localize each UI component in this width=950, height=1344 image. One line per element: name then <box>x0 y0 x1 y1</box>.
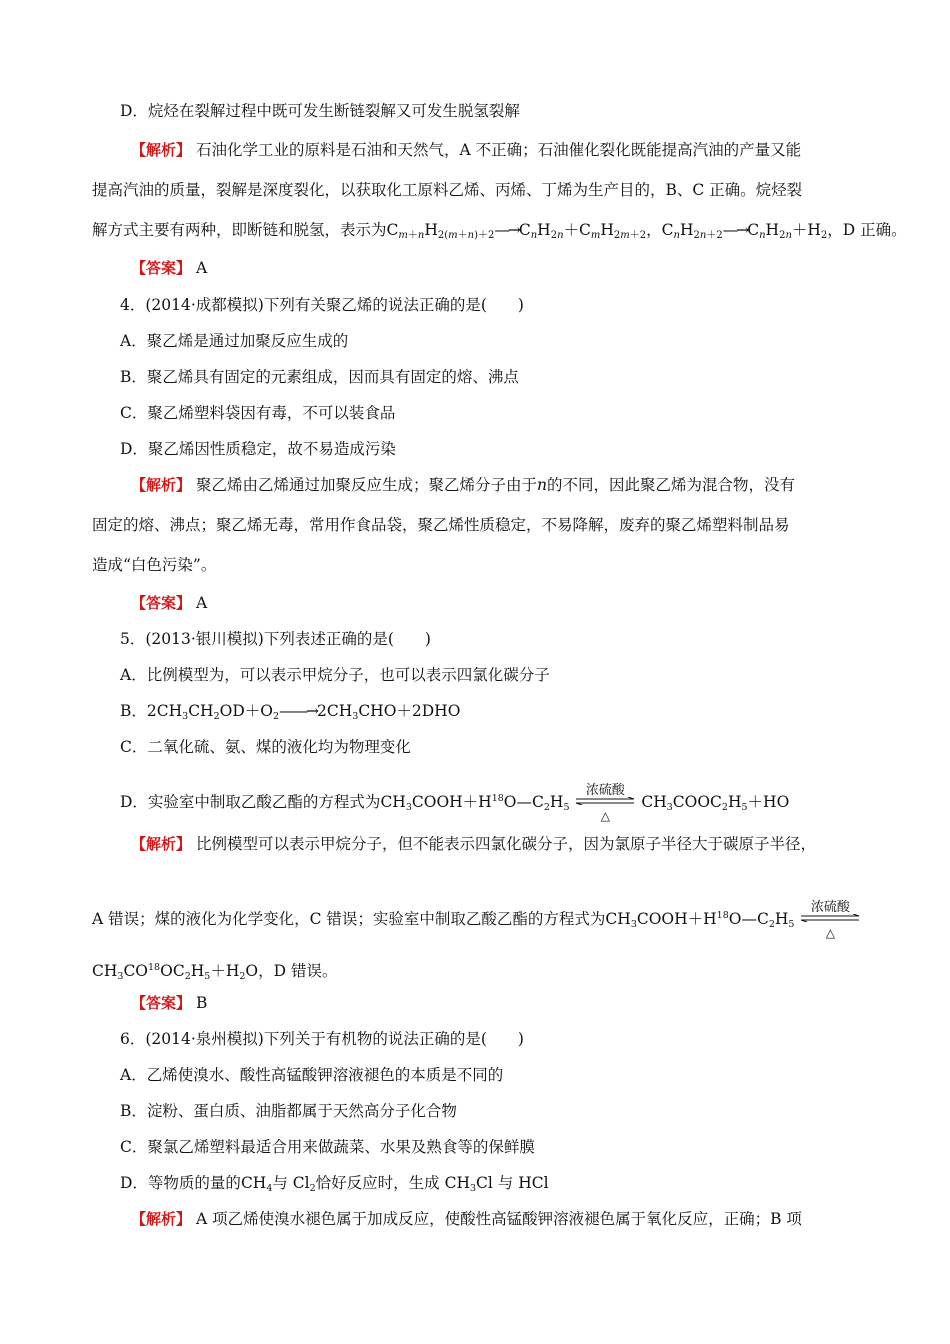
q3-answer-value: A <box>195 259 208 277</box>
q4-answer-tag: 【答案】 <box>131 594 192 612</box>
q5-analysis-text1: 比例模型可以表示甲烷分子，但不能表示四氯化碳分子，因为氯原子半径大于碳原子半径， <box>195 835 816 853</box>
q5-option-a: A．比例模型为，可以表示甲烷分子，也可以表示四氯化碳分子 <box>120 666 550 684</box>
q6-option-d: D．等物质的量的$CH_4$与 $Cl_2$恰好反应时，生成 $CH_3Cl$ 与 HCl <box>120 1174 549 1194</box>
q4-analysis-line3: 造成“白色污染”。 <box>92 556 217 574</box>
q6-option-c: C．聚氯乙烯塑料最适合用来做蔬菜、水果及熟食等的保鲜膜 <box>120 1138 535 1156</box>
q4-answer-value: A <box>195 594 208 612</box>
q4-analysis-n: n <box>536 476 547 494</box>
q3-analysis-text3: 解方式主要有两种，即断链和脱氢，表示为 <box>92 221 387 239</box>
q4-option-a: A．聚乙烯是通过加聚反应生成的 <box>120 332 349 350</box>
reversible-arrow-icon <box>799 900 861 940</box>
catalyst-label: 浓硫酸 <box>810 900 850 915</box>
q4-analysis-text1b: 的不同，因此聚乙烯为混合物，没有 <box>546 476 795 494</box>
q6-analysis-text1: A 项乙烯使溴水褪色属于加成反应，使酸性高锰酸钾溶液褪色属于氧化反应，正确；B 项 <box>195 1210 802 1228</box>
q5-analysis-text3: ，D 错误。 <box>258 962 338 980</box>
q4-analysis-line1 <box>131 474 795 496</box>
cracking-formula: Cm＋nH2(m＋n)＋2—→CnH2n＋CmH2m＋2，CnH2n＋2—→CnH2n＋H2，D 正确。 <box>386 221 907 241</box>
q3-answer <box>131 257 207 279</box>
q5-analysis-line1 <box>131 833 816 855</box>
q5-answer-value: B <box>195 994 208 1012</box>
q3-analysis-tag: 【解析】 <box>131 141 192 159</box>
q5-analysis-line3: $CH_3CO^{18}OC_2H_5+H_2O$，D 错误。 <box>92 962 338 982</box>
q6-option-d-text: D．等物质的量的 <box>120 1174 241 1192</box>
q5-option-b: B．$2CH_3CH_2OD+O_2——\to 2CH_3CHO+2DHO$ <box>120 702 461 722</box>
q5-analysis-line2: A 错误；煤的液化为化学变化，C 错误；实验室中制取乙酸乙酯的方程式为$CH_3COOH+H^{18}O—C_2H_5$ 浓硫酸 △ <box>92 905 861 936</box>
q4-option-d: D．聚乙烯因性质稳定，故不易造成污染 <box>120 440 396 458</box>
q5-analysis-text2: A 错误；煤的液化为化学变化，C 错误；实验室中制取乙酸乙酯的方程式为 <box>92 910 606 928</box>
q5-option-c: C．二氧化硫、氨、煤的液化均为物理变化 <box>120 738 411 756</box>
heat-label: △ <box>825 926 836 940</box>
q4-analysis-line2: 固定的熔、沸点；聚乙烯无毒，常用作食品袋，聚乙烯性质稳定，不易降解，废弃的聚乙烯塑料制品易 <box>92 516 790 534</box>
q5-answer-tag: 【答案】 <box>131 994 192 1012</box>
q6-option-b: B．淀粉、蛋白质、油脂都属于天然高分子化合物 <box>120 1102 457 1120</box>
q3-analysis-text1: 石油化学工业的原料是石油和天然气，A 不正确；石油催化裂化既能提高汽油的产量又能 <box>195 141 802 159</box>
q6-analysis-line1 <box>131 1208 802 1230</box>
q4-option-b: B．聚乙烯具有固定的元素组成，因而具有固定的熔、沸点 <box>120 368 519 386</box>
q4-option-c: C．聚乙烯塑料袋因有毒，不可以装食品 <box>120 404 396 422</box>
heat-label: △ <box>600 809 611 823</box>
catalyst-label: 浓硫酸 <box>585 783 625 798</box>
q5-answer <box>131 992 207 1014</box>
q3-analysis-line1 <box>131 139 801 161</box>
q3-answer-tag: 【答案】 <box>131 259 192 277</box>
q5-analysis-tag: 【解析】 <box>131 835 192 853</box>
q5-option-d: D．实验室中制取乙酸乙酯的方程式为$CH_3COOH+H^{18}O—C_2H_5$ 浓硫酸 △ $CH_3COOC_2H_5+HO$ <box>120 788 789 819</box>
q3-analysis-line2: 提高汽油的质量，裂解是深度裂化，以获取化工原料乙烯、丙烯、丁烯为生产目的，B、C 正确。烷烃裂 <box>92 181 803 199</box>
q5-option-d-text: D．实验室中制取乙酸乙酯的方程式为 <box>120 793 381 811</box>
q5-stem: 5．(2013·银川模拟)下列表述正确的是( ) <box>120 630 431 648</box>
q6-stem: 6．(2014·泉州模拟)下列关于有机物的说法正确的是( ) <box>120 1030 524 1048</box>
q4-analysis-tag: 【解析】 <box>131 476 192 494</box>
reversible-arrow-icon <box>574 783 636 823</box>
q3-analysis-line3 <box>92 219 907 247</box>
q6-analysis-tag: 【解析】 <box>131 1210 192 1228</box>
q4-answer <box>131 592 207 614</box>
q3-option-d: D．烷烃在裂解过程中既可发生断链裂解又可发生脱氢裂解 <box>120 102 520 120</box>
q4-analysis-text1a: 聚乙烯由乙烯通过加聚反应生成；聚乙烯分子由于 <box>195 476 537 494</box>
q4-stem: 4．(2014·成都模拟)下列有关聚乙烯的说法正确的是( ) <box>120 296 524 314</box>
q6-option-a: A．乙烯使溴水、酸性高锰酸钾溶液褪色的本质是不同的 <box>120 1066 504 1084</box>
